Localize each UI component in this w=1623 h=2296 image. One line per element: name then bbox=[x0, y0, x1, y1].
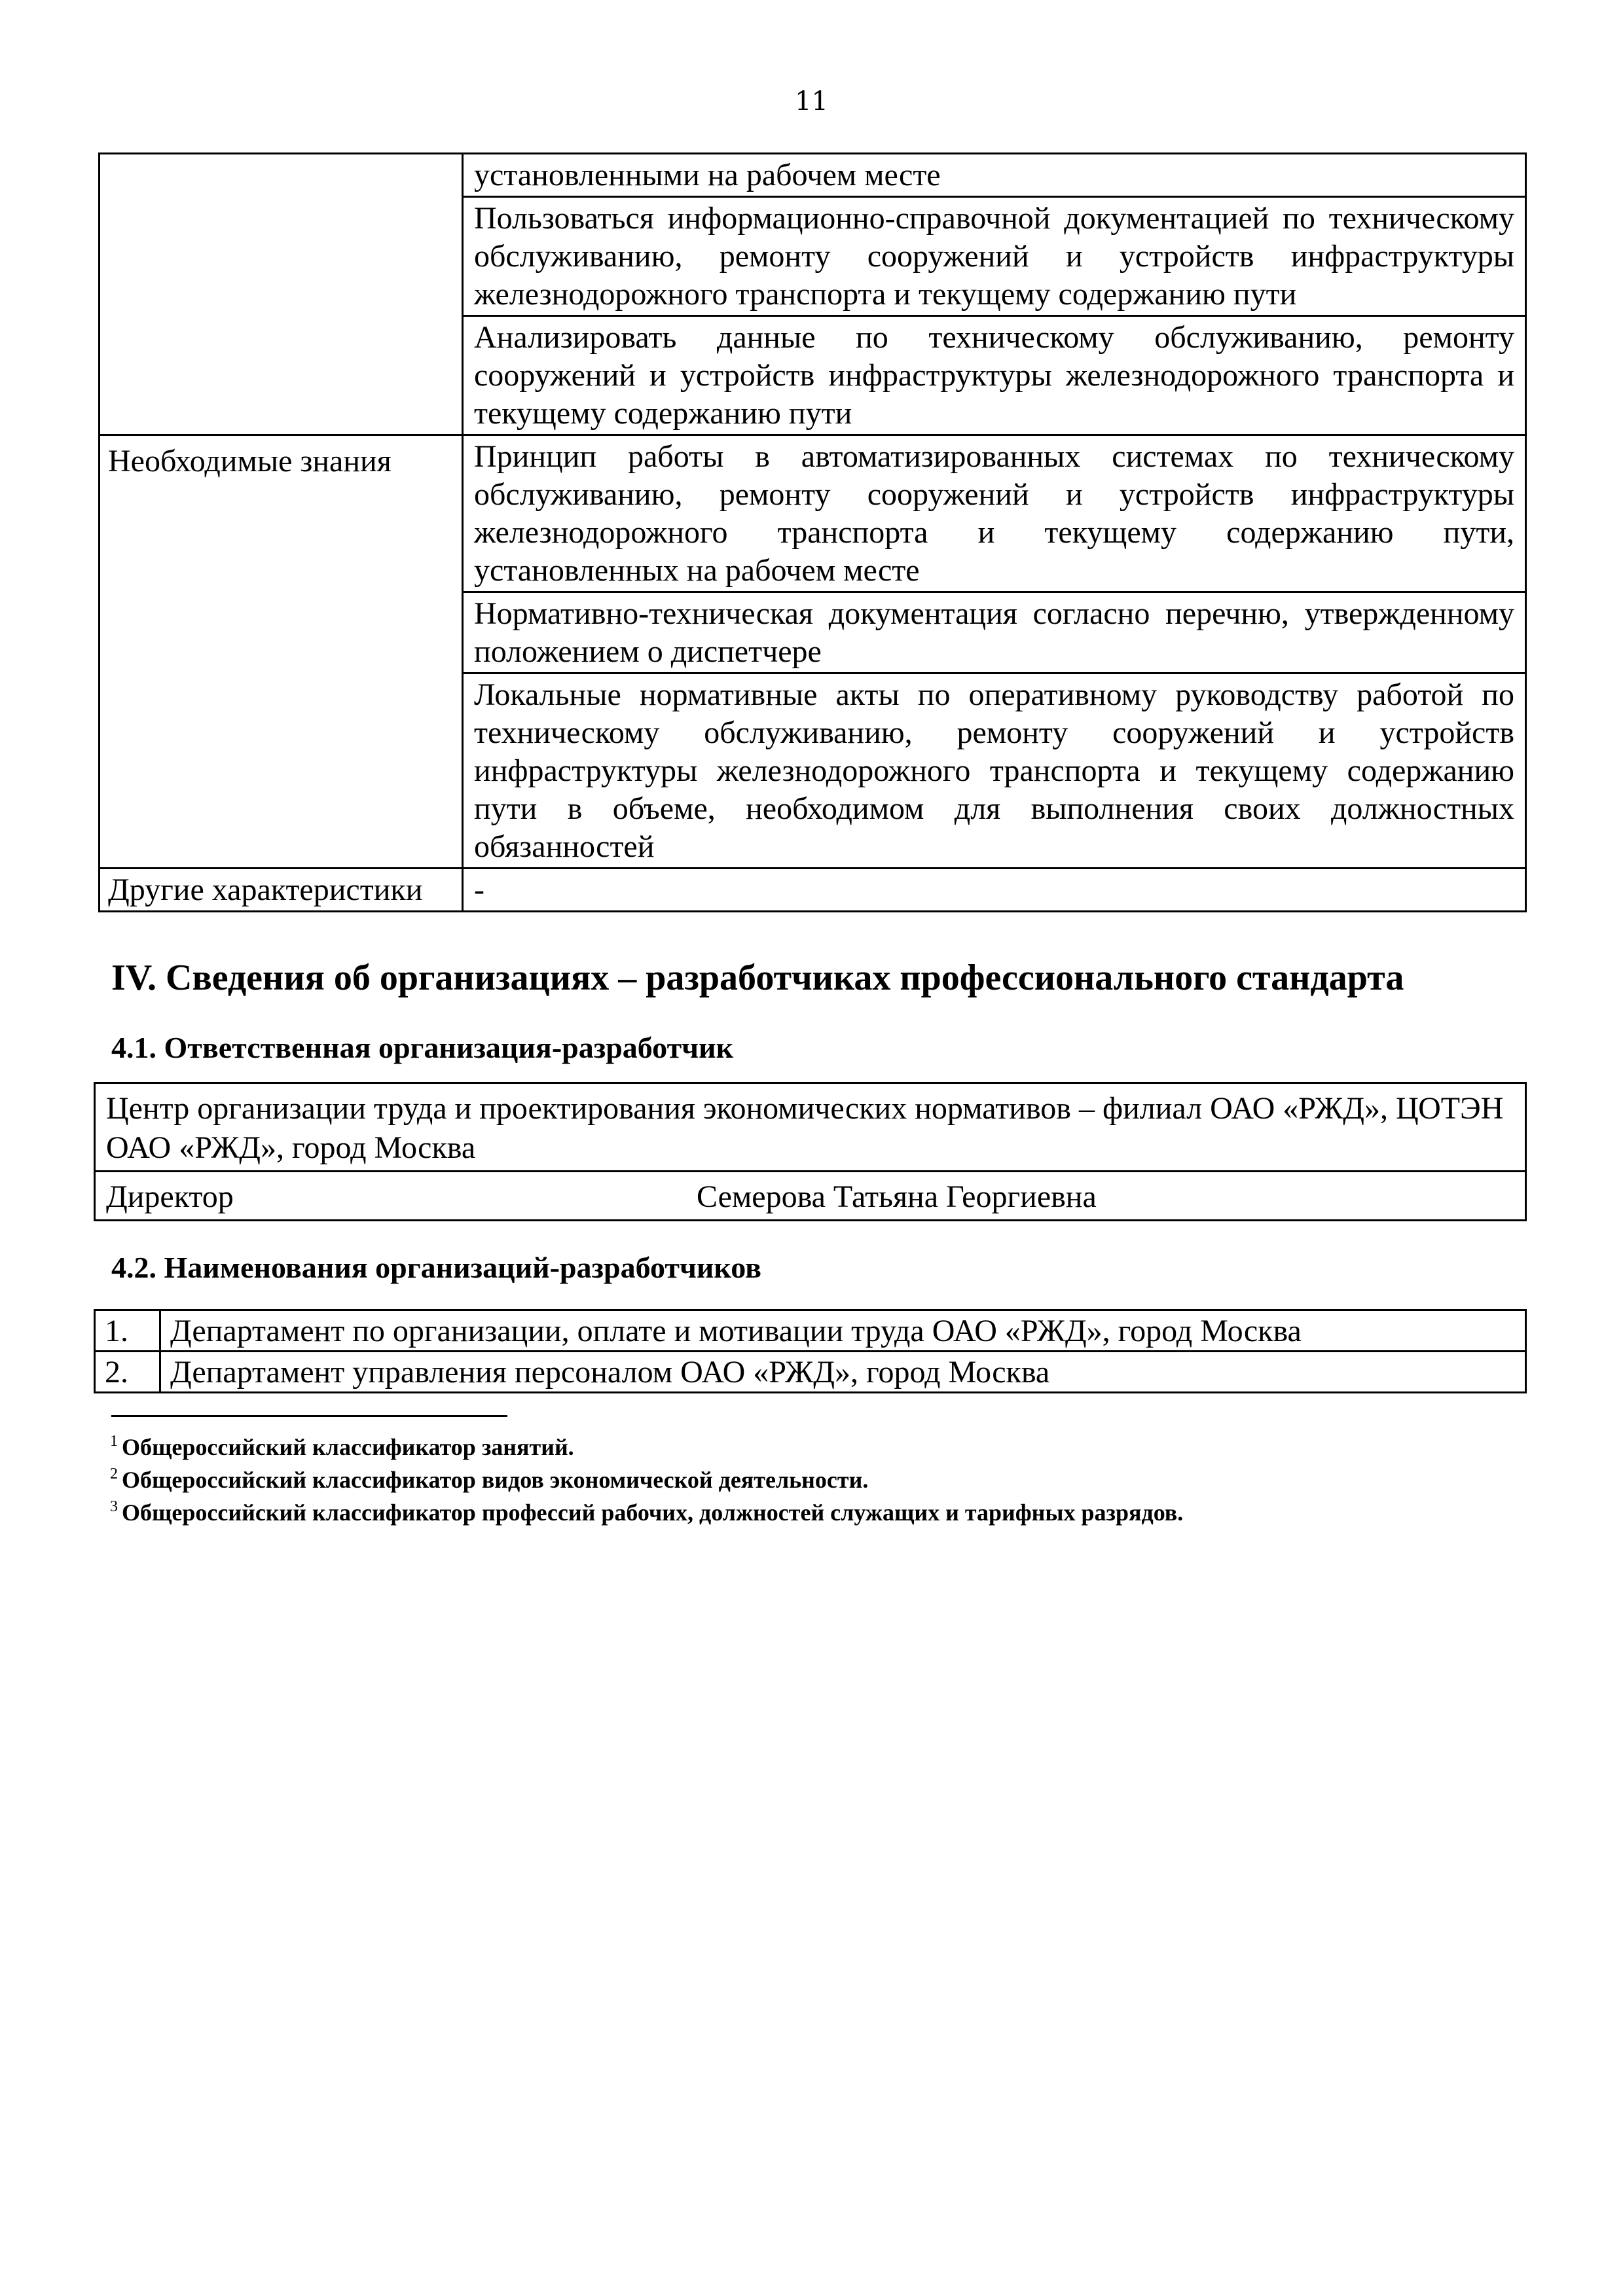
director-position: Директор bbox=[106, 1179, 234, 1214]
organization-name: Центр организации труда и проектирования экономических нормативов – филиал ОАО «РЖД», ЦОТЭН ОАО «РЖД», город Москва bbox=[95, 1083, 1526, 1172]
row-label-empty bbox=[100, 154, 463, 435]
table-row bbox=[95, 1352, 1526, 1393]
table-row bbox=[100, 435, 1526, 592]
footnote-mark: 2 bbox=[110, 1465, 118, 1482]
director-name: Семерова Татьяна Георгиевна bbox=[697, 1179, 1097, 1214]
table-cell: Анализировать данные по техническому обслуживанию, ремонту сооружений и устройств инфраструктуры железнодорожного транспорта и текущему содержанию пути bbox=[463, 316, 1526, 435]
subsection-title-developers: 4.2. Наименования организаций-разработчиков bbox=[111, 1251, 761, 1284]
director-cell bbox=[95, 1172, 1526, 1221]
table-row bbox=[95, 1172, 1526, 1221]
table-cell: установленными на рабочем месте bbox=[463, 154, 1526, 197]
row-label-knowledge: Необходимые знания bbox=[100, 435, 463, 869]
table-row bbox=[95, 1310, 1526, 1352]
table-row bbox=[95, 1083, 1526, 1172]
footnote bbox=[110, 1496, 1183, 1529]
row-label-other: Другие характеристики bbox=[100, 869, 463, 912]
footnote-text: Общероссийский классификатор видов экономической деятельности. bbox=[122, 1467, 869, 1493]
table-row bbox=[100, 869, 1526, 912]
footnote-text: Общероссийский классификатор профессий рабочих, должностей служащих и тарифных разрядов. bbox=[122, 1499, 1184, 1526]
knowledge-skills-table bbox=[98, 152, 1527, 912]
footnote-mark: 3 bbox=[110, 1498, 118, 1515]
page-number: 11 bbox=[795, 86, 828, 117]
table-cell: Пользоваться информационно-справочной документацией по техническому обслуживанию, ремонту сооружений и устройств инфраструктуры железнодорожного транспорта и текущему содержанию пути bbox=[463, 197, 1526, 316]
item-name: Департамент по организации, оплате и мотивации труда ОАО «РЖД», город Москва bbox=[160, 1310, 1526, 1352]
subsection-title-responsible: 4.1. Ответственная организация-разработчик bbox=[111, 1031, 734, 1064]
table-cell: - bbox=[463, 869, 1526, 912]
footnote-separator bbox=[111, 1415, 507, 1417]
footnotes bbox=[110, 1431, 1183, 1529]
item-number: 1. bbox=[95, 1310, 160, 1352]
table-cell: Нормативно-техническая документация согласно перечню, утвержденному положением о диспетчере bbox=[463, 592, 1526, 673]
table-cell: Принцип работы в автоматизированных системах по техническому обслуживанию, ремонту сооружений и устройств инфраструктуры железнодорожного транспорта и текущему содержанию пути, установленных на рабочем месте bbox=[463, 435, 1526, 592]
responsible-organization-table bbox=[94, 1082, 1527, 1221]
footnote bbox=[110, 1431, 1183, 1463]
table-cell: Локальные нормативные акты по оперативному руководству работой по техническому обслуживанию, ремонту сооружений и устройств инфраструктуры железнодорожного транспорта и текущему содержанию пути в объеме, необходимом для выполнения своих должностных обязанностей bbox=[463, 673, 1526, 869]
footnote-text: Общероссийский классификатор занятий. bbox=[122, 1434, 574, 1460]
item-name: Департамент управления персоналом ОАО «РЖД», город Москва bbox=[160, 1352, 1526, 1393]
footnote bbox=[110, 1463, 1183, 1496]
footnote-mark: 1 bbox=[110, 1433, 118, 1450]
section-title: IV. Сведения об организациях – разработчиках профессионального стандарта bbox=[111, 958, 1404, 998]
item-number: 2. bbox=[95, 1352, 160, 1393]
table-row bbox=[100, 154, 1526, 197]
developer-organizations-table bbox=[94, 1309, 1527, 1393]
